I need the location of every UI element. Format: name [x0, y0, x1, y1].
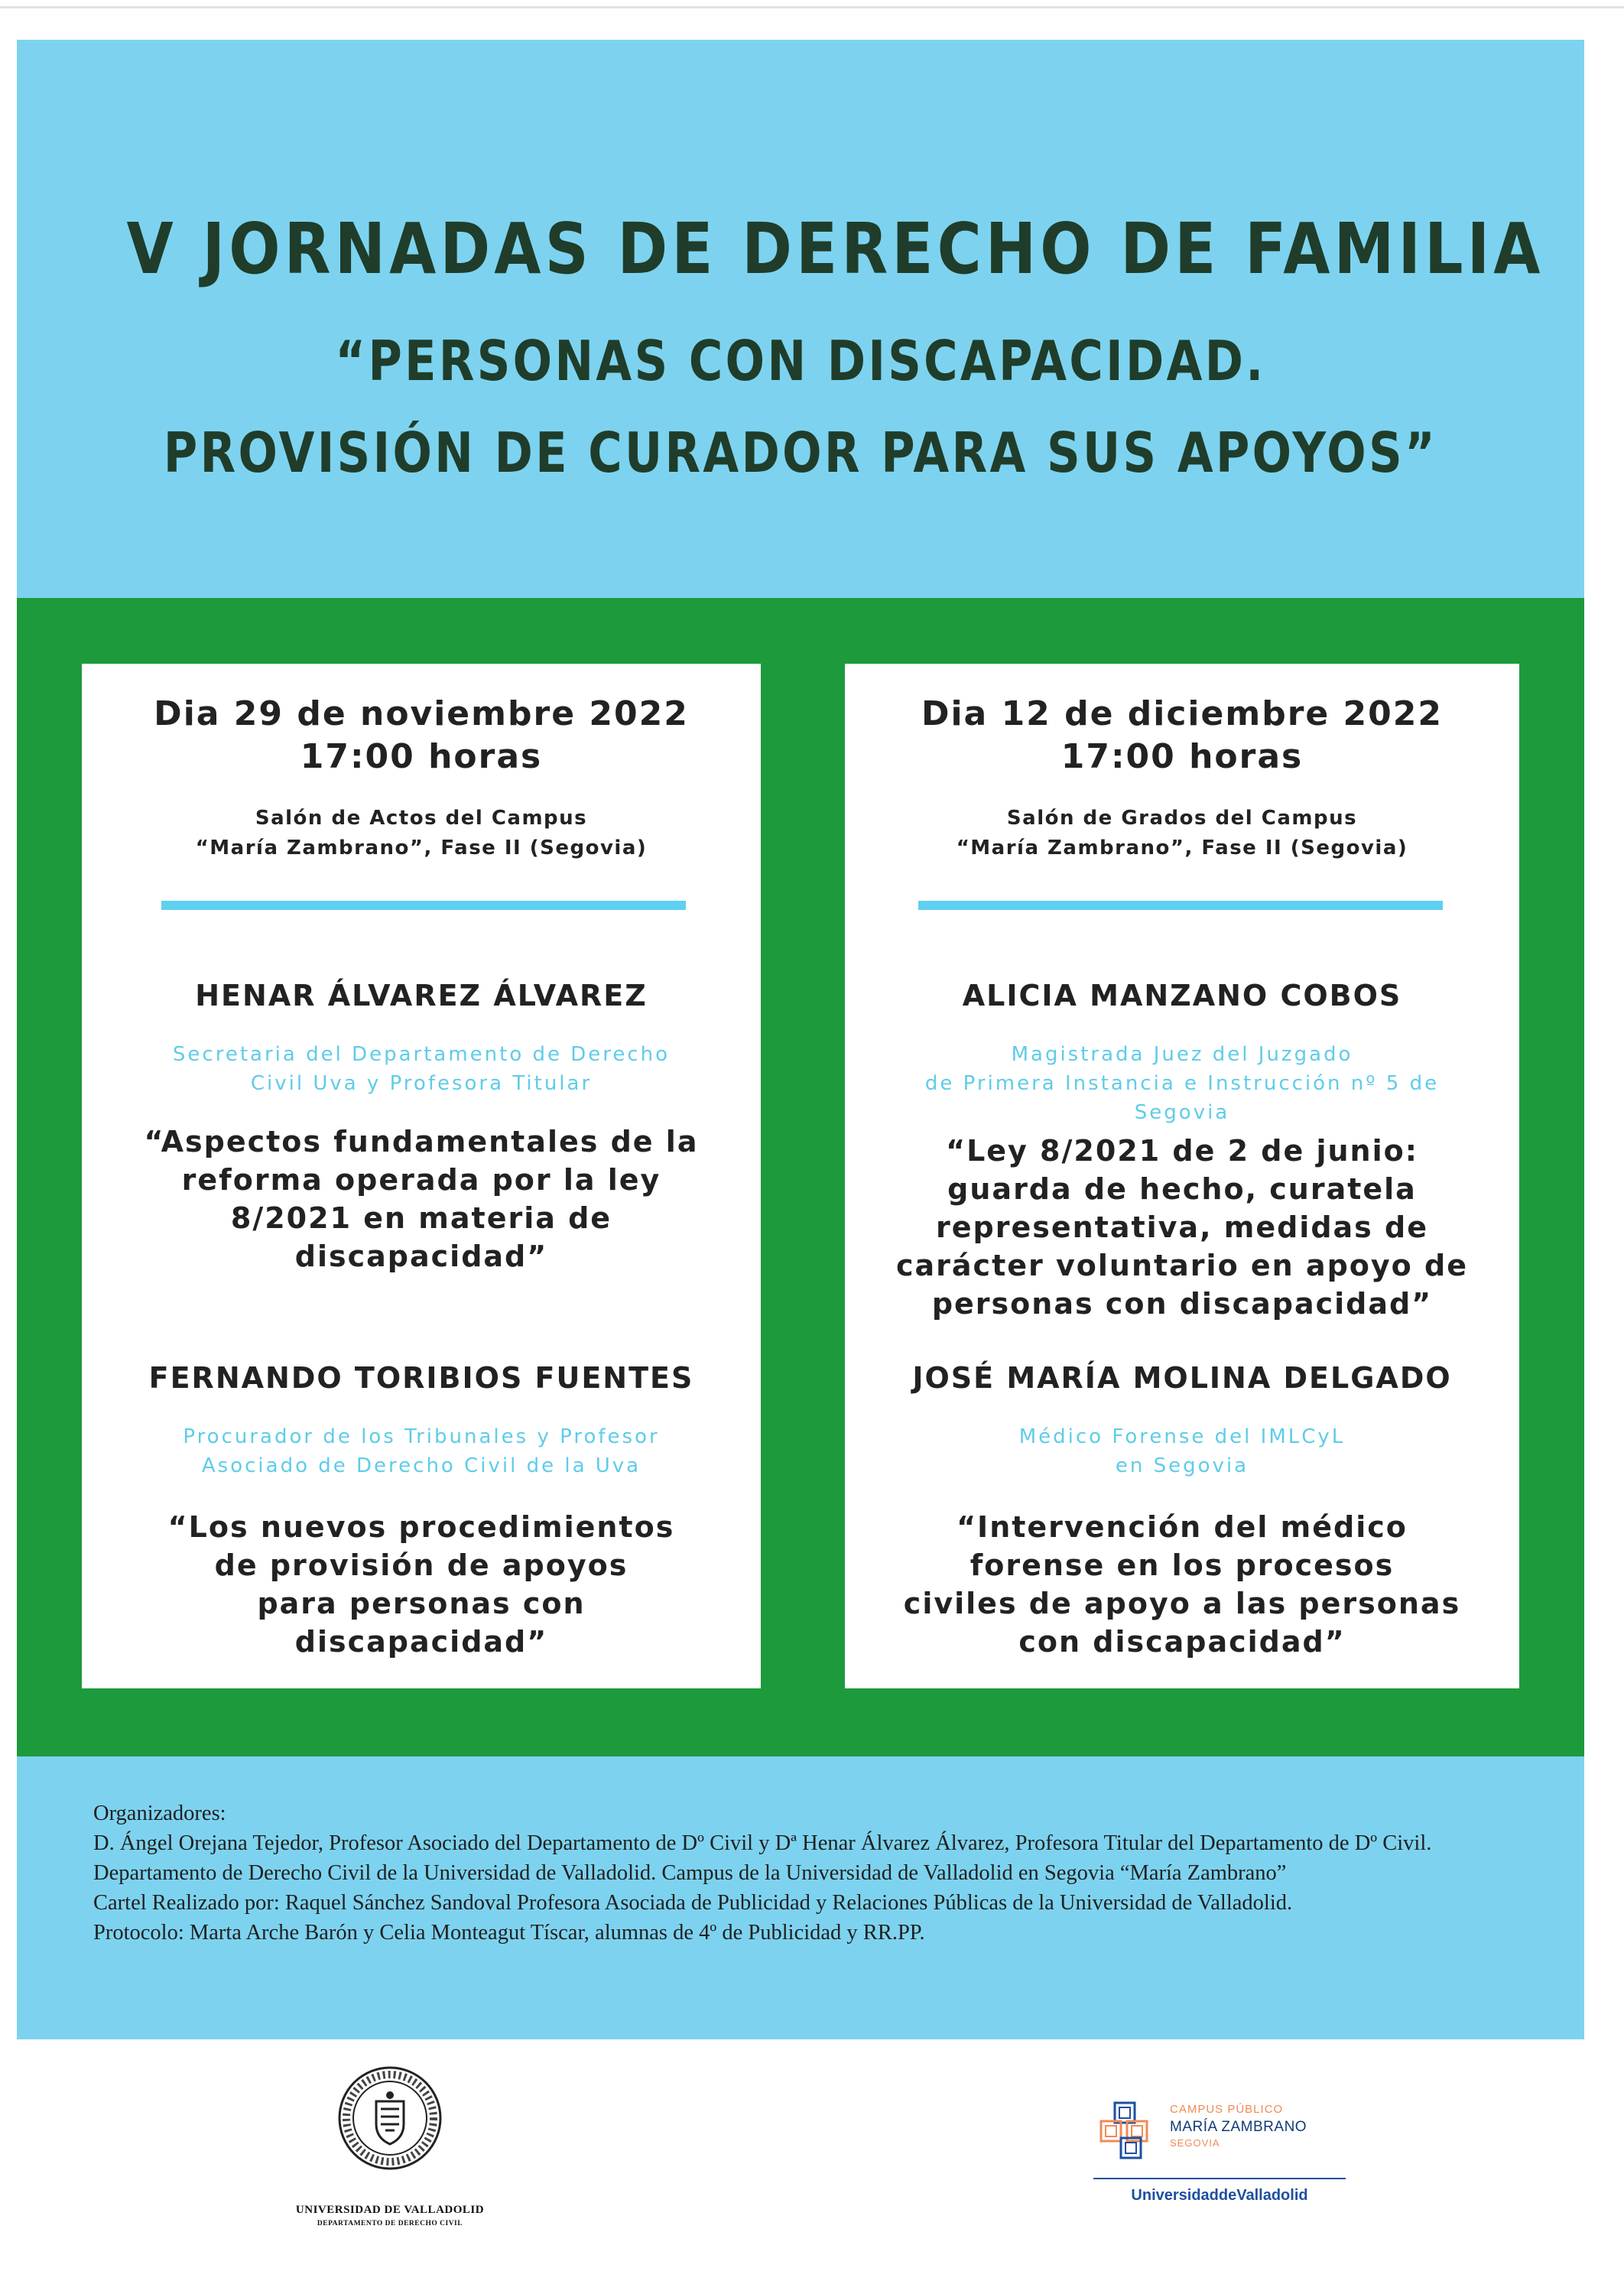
- speaker-role: Secretaria del Departamento de Derecho Civil Uva y Profesora Titular: [172, 1043, 671, 1095]
- session-date-text: Dia 29 de noviembre 2022: [154, 694, 689, 733]
- session-divider: [918, 901, 1443, 910]
- uva-logo: [291, 2065, 489, 2294]
- header-band: [17, 40, 1584, 598]
- talk-title: “Ley 8/2021 de 2 de junio: guarda de hecho, curatela representativa, medidas de carácter voluntario en apoyo de personas con discapacidad”: [896, 1134, 1468, 1321]
- uva-name: UNIVERSIDAD DE VALLADOLID: [295, 2204, 485, 2216]
- session-venue: Salón de Grados del Campus “María Zambrano”, Fase II (Segovia): [956, 807, 1408, 859]
- speaker-name: ALICIA MANZANO COBOS: [962, 979, 1402, 1012]
- campus-city: SEGOVIA: [1170, 2137, 1220, 2149]
- poster-subtitle-line-2: PROVISIÓN DE CURADOR PARA SUS APOYOS”: [163, 421, 1438, 485]
- session-date-text: Dia 12 de diciembre 2022: [921, 694, 1444, 733]
- campus-logo: [1093, 2095, 1353, 2210]
- university-wordmark: UniversidaddeValladolid: [1131, 2187, 1308, 2204]
- talk-title: “Los nuevos procedimientos de provisión de apoyos para personas con discapacidad”: [167, 1510, 675, 1659]
- campus-name: MARÍA ZAMBRANO: [1170, 2119, 1307, 2135]
- organizers-line: D. Ángel Orejana Tejedor, Profesor Asociado del Departamento de Dº Civil y Dª Henar Álvarez Álvarez, Profesora Titular del Departamento de Dº Civil.: [93, 1831, 1432, 1855]
- session-divider: [161, 901, 686, 910]
- speaker-name: JOSÉ MARÍA MOLINA DELGADO: [912, 1361, 1452, 1395]
- session-date: [82, 693, 761, 778]
- campus-logo-rule: [1093, 2178, 1346, 2179]
- speaker-name: FERNANDO TORIBIOS FUENTES: [148, 1361, 694, 1395]
- campus-grid-icon: [1099, 2101, 1161, 2159]
- uva-seal-icon: [336, 2065, 443, 2172]
- organizers-line: Cartel Realizado por: Raquel Sánchez Sandoval Profesora Asociada de Publicidad y Relaciones Públicas de la Universidad de Valladolid.: [93, 1891, 1293, 1915]
- speaker-role: Magistrada Juez del Juzgado de Primera Instancia e Instrucción nº 5 de Segovia: [924, 1043, 1440, 1124]
- speaker-role: Procurador de los Tribunales y Profesor Asociado de Derecho Civil de la Uva: [183, 1425, 660, 1477]
- top-rule: [0, 6, 1624, 8]
- organizers-block: [93, 1798, 1546, 1948]
- poster-subtitle-line-1: “PERSONAS CON DISCAPACIDAD.: [335, 329, 1266, 393]
- session-time: 17:00 horas: [300, 737, 543, 776]
- uva-department: DEPARTAMENTO DE DERECHO CIVIL: [317, 2220, 463, 2227]
- session-card-1: [82, 664, 761, 1688]
- session-date: [845, 693, 1519, 778]
- campus-label: CAMPUS PÚBLICO: [1170, 2103, 1284, 2116]
- talk-title: “Aspectos fundamentales de la reforma operada por la ley 8/2021 en materia de discapacidad”: [144, 1125, 699, 1273]
- session-venue: Salón de Actos del Campus “María Zambrano”, Fase II (Segovia): [195, 807, 648, 859]
- talk-title: “Intervención del médico forense en los procesos civiles de apoyo a las personas con discapacidad”: [903, 1510, 1461, 1659]
- organizers-line: Protocolo: Marta Arche Barón y Celia Monteagut Tíscar, alumnas de 4º de Publicidad y RR.PP.: [93, 1921, 925, 1945]
- speaker-role: Médico Forense del IMLCyL en Segovia: [1018, 1425, 1346, 1477]
- session-time: 17:00 horas: [1060, 737, 1304, 776]
- speaker-name: HENAR ÁLVAREZ ÁLVAREZ: [195, 979, 648, 1012]
- session-card-2: [845, 664, 1519, 1688]
- poster-title: V JORNADAS DE DERECHO DE FAMILIA: [126, 208, 1544, 290]
- organizers-heading: Organizadores:: [93, 1802, 226, 1825]
- organizers-line: Departamento de Derecho Civil de la Universidad de Valladolid. Campus de la Universidad de Valladolid en Segovia “María Zambrano”: [93, 1861, 1287, 1885]
